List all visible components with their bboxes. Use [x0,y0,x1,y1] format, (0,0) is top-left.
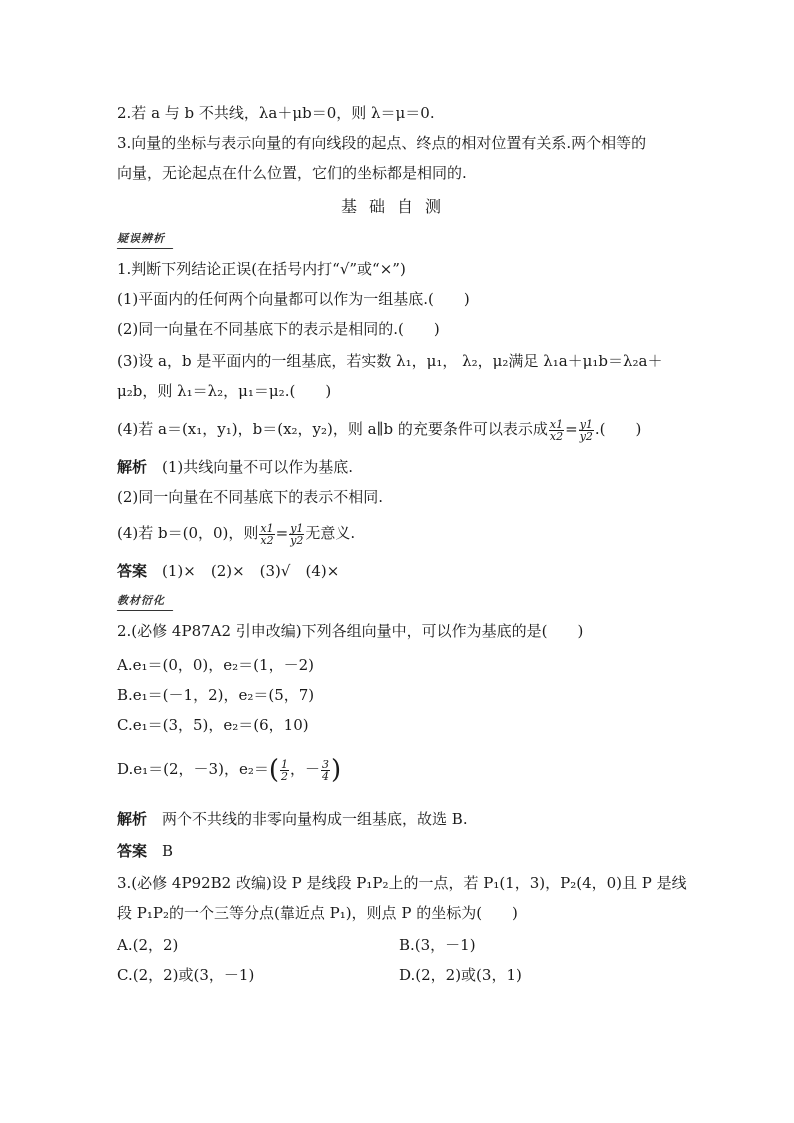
q1-analysis-2: (2)同一向量在不同基底下的表示不相同. [117,488,384,506]
q1-s4-tail: .( ) [594,420,642,438]
q2-option-b: B.e₁＝(－1，2)，e₂＝(5，7) [117,686,315,704]
fraction-y2-num: y1 [290,521,304,535]
fraction-y-2 [289,523,304,546]
analysis-4-text: (4)若 b＝(0，0)，则 [117,524,259,542]
fraction-x [549,419,564,442]
q2-answer [117,840,173,862]
q2-stem: 2.(必修 4P87A2 引申改编)下列各组向量中，可以作为基底的是( ) [117,622,584,640]
fraction-y-num: y1 [579,417,593,431]
fraction-y2-den: y2 [290,533,304,547]
q2-option-a: A.e₁＝(0，0)，e₂＝(1，－2) [117,656,314,674]
q1-statement-4 [117,418,641,442]
fraction-x-den: x2 [549,429,564,443]
tq-num: 3 [322,757,330,771]
q1-statement-2: (2)同一向量在不同基底下的表示是相同的.( ) [117,320,440,338]
fraction-x-num: x1 [549,417,564,431]
q3-option-b: B.(3，－1) [399,936,476,954]
q1-answer [117,560,339,582]
q2-analysis-text: 两个不共线的非零向量构成一组基底，故选 B. [162,810,468,828]
section-tag-error-analysis: 疑误辨析 [117,232,165,245]
half-num: 1 [281,757,288,771]
q2-option-c: C.e₁＝(3，5)，e₂＝(6，10) [117,716,309,734]
q2-analysis-label: 解析 [117,810,148,828]
intro-line-3a: 3.向量的坐标与表示向量的有向线段的起点、终点的相对位置有关系.两个相等的 [117,134,647,152]
fraction-x-2 [259,523,274,546]
half-den: 2 [281,769,288,783]
section-title: 基础自测 [340,197,453,216]
q2-answer-text: B [162,842,174,860]
q1-analysis-1 [117,456,353,478]
analysis-text-1: (1)共线向量不可以作为基底. [162,458,354,476]
q3-option-c: C.(2，2)或(3，－1) [117,966,255,984]
fraction-half [280,759,289,782]
q2-option-d [117,755,342,785]
q1-s4-text: (4)若 a＝(x₁，y₁)，b＝(x₂，y₂)，则 a∥b 的充要条件可以表示成 [117,420,548,438]
intro-line-3b: 向量，无论起点在什么位置，它们的坐标都是相同的. [117,164,467,182]
q3-options-row-1 [117,934,178,956]
q1-statement-3b: μ₂b，则 λ₁＝λ₂，μ₁＝μ₂.( ) [117,382,332,400]
analysis-4-tail: 无意义. [305,524,356,542]
equals-sign-2: = [275,524,289,542]
separator: ，－ [290,760,321,778]
fraction-y-den: y2 [579,429,593,443]
fraction-x2-num: x1 [260,521,274,535]
q2-d-text: D.e₁＝(2，－3)，e₂＝ [117,760,269,778]
intro-line-2: 2.若 a 与 b 不共线，λa＋μb＝0，则 λ＝μ＝0. [117,104,435,122]
tq-den: 4 [322,769,330,783]
q1-stem: 1.判断下列结论正误(在括号内打“√”或“×”) [117,260,406,278]
q2-answer-label: 答案 [117,842,148,860]
answer-label: 答案 [117,562,148,580]
fraction-three-quarters [321,759,330,782]
q1-analysis-4 [117,522,355,546]
q3-option-d: D.(2，2)或(3，1) [399,966,522,984]
q3-stem-b: 段 P₁P₂的一个三等分点(靠近点 P₁)，则点 P 的坐标为( ) [117,904,518,922]
fraction-x2-den: x2 [260,533,274,547]
q3-stem-a: 3.(必修 4P92B2 改编)设 P 是线段 P₁P₂上的一点，若 P₁(1，3)，P₂(4，0)且 P 是线 [117,874,687,892]
q1-statement-1: (1)平面内的任何两个向量都可以作为一组基底.( ) [117,290,470,308]
paren-right: ) [331,755,342,785]
q3-option-a: A.(2，2) [117,936,179,954]
fraction-y [579,419,594,442]
equals-sign: = [565,420,578,438]
paren-left: ( [268,755,279,785]
q1-statement-3a: (3)设 a，b 是平面内的一组基底，若实数 λ₁，μ₁， λ₂，μ₂满足 λ₁a＋μ₁b＝λ₂a＋ [117,352,663,370]
section-tag-textbook: 教材衍化 [117,594,165,607]
q2-analysis [117,808,468,830]
answer-text: (1)× (2)× (3)√ (4)× [162,562,340,580]
analysis-label: 解析 [117,458,148,476]
